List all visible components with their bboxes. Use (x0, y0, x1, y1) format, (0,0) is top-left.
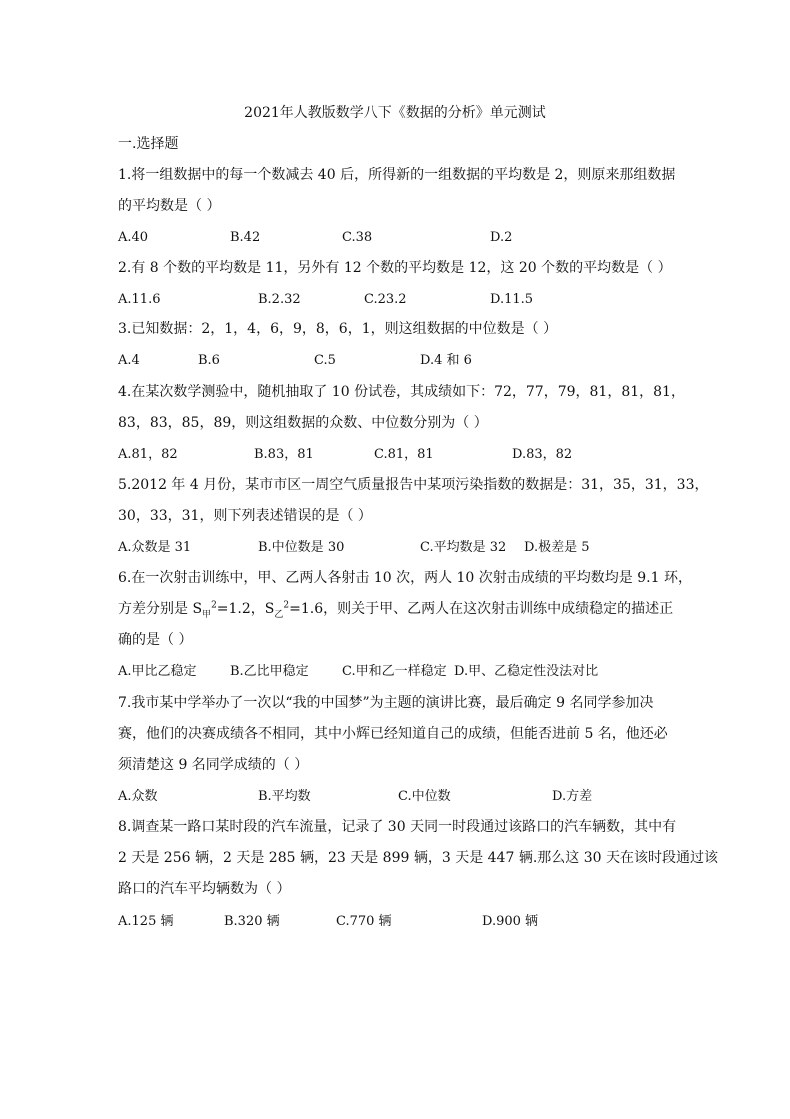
question-text-line: 2.有 8 个数的平均数是 11，另外有 12 个数的平均数是 12，这 20 个数的平均数是（ ） (118, 260, 672, 276)
option-b: B.平均数 (258, 789, 311, 804)
options-q3 (118, 351, 698, 371)
option-c: C.中位数 (398, 789, 451, 804)
document-title: 2021年人教版数学八下《数据的分析》单元测试 (244, 105, 546, 121)
question-text-line: 方差分别是 $S_甲^2=1.2$，$S_乙^2=1.6$，则关于甲、乙两人在这次射击训练中成绩稳定的描述正 (118, 600, 674, 620)
options-q2 (118, 290, 698, 310)
option-c: C.81，81 (374, 447, 434, 462)
option-d: D.900 辆 (482, 914, 539, 929)
question-text-line: 须清楚这 9 名同学成绩的（ ） (118, 757, 309, 773)
question-3 (118, 314, 678, 345)
option-b: B.乙比甲稳定 (230, 664, 309, 679)
subscript-yi: 乙 (274, 609, 284, 620)
option-a: A.4 (118, 353, 140, 368)
option-d: D.11.5 (490, 292, 534, 307)
option-c: C.38 (342, 230, 373, 245)
question-text-line: 2 天是 256 辆，2 天是 285 辆，23 天是 899 辆，3 天是 447 辆.那么这 30 天在该时段通过该 (118, 850, 718, 866)
question-text-line: 1.将一组数据中的每一个数减去 40 后，所得新的一组数据的平均数是 2，则原来那组数据 (118, 167, 676, 183)
question-text-line: 83，83，85，89，则这组数据的众数、中位数分别为（ ） (118, 415, 488, 431)
option-a: A.81，82 (118, 447, 178, 462)
option-b: B.83，81 (254, 447, 314, 462)
option-a: A.众数是 31 (118, 540, 192, 555)
question-text-line: 赛，他们的决赛成绩各不相同，其中小辉已经知道自己的成绩，但能否进前 5 名，他还必 (118, 726, 668, 742)
option-b: B.6 (198, 353, 220, 368)
option-d: D.方差 (552, 789, 593, 804)
question-6 (118, 563, 692, 656)
option-d: D.4 和 6 (420, 353, 472, 368)
question-text-line: 5.2012 年 4 月份，某市市区一周空气质量报告中某项污染指数的数据是：31，35，31，33， (118, 477, 709, 493)
question-8 (118, 812, 718, 905)
option-c: C.770 辆 (336, 914, 392, 929)
option-c: C.甲和乙一样稳定 (342, 664, 447, 679)
option-c: C.5 (314, 353, 336, 368)
question-text-line: 7.我市某中学举办了一次以“我的中国梦”为主题的演讲比赛，最后确定 9 名同学参加决 (118, 695, 654, 711)
question-text-line: 3.已知数据：2，1，4，6，9，8，6，1，则这组数据的中位数是（ ） (118, 321, 558, 337)
question-text-line: 4.在某次数学测验中，随机抽取了 10 份试卷，其成绩如下：72，77，79，81，81，81， (118, 384, 685, 400)
question-2 (118, 253, 678, 284)
options-q8 (118, 912, 698, 932)
option-a: A.甲比乙稳定 (118, 664, 197, 679)
options-q6 (118, 662, 698, 682)
option-d: D.甲、乙稳定性没法对比 (454, 664, 599, 679)
option-d: D.2 (490, 230, 513, 245)
question-text-line: 8.调查某一路口某时段的汽车流量，记录了 30 天同一时段通过该路口的汽车辆数，其中有 (118, 819, 677, 835)
question-1 (118, 160, 678, 222)
option-b: B.中位数是 30 (258, 540, 345, 555)
option-a: A.众数 (118, 789, 158, 804)
question-text-line: 6.在一次射击训练中，甲、乙两人各射击 10 次，两人 10 次射击成绩的平均数均是 9.1 环， (118, 570, 692, 586)
options-q1 (118, 228, 698, 248)
question-text-line: 路口的汽车平均辆数为（ ） (118, 881, 291, 897)
options-q4 (118, 445, 698, 465)
option-a: A.125 辆 (118, 914, 174, 929)
question-5 (118, 470, 709, 532)
section-heading: 一.选择题 (118, 136, 179, 152)
question-text-line: 的平均数是（ ） (118, 198, 221, 214)
option-b: B.2.32 (258, 292, 301, 307)
option-d: D.83，82 (512, 447, 573, 462)
option-c: C.23.2 (364, 292, 407, 307)
superscript-2: 2 (283, 600, 290, 611)
options-q5 (118, 538, 698, 558)
superscript-2: 2 (211, 600, 217, 611)
option-c: C.平均数是 32 (420, 540, 507, 555)
option-d: D.极差是 5 (524, 540, 590, 555)
option-a: A.40 (118, 230, 149, 245)
question-7 (118, 688, 678, 781)
question-4 (118, 377, 685, 439)
option-b: B.320 辆 (224, 914, 280, 929)
subscript-jia: 甲 (202, 609, 212, 620)
question-text-line: 确的是（ ） (118, 632, 193, 648)
option-a: A.11.6 (118, 292, 161, 307)
option-b: B.42 (230, 230, 261, 245)
options-q7 (118, 787, 698, 807)
question-text-line: 30，33，31，则下列表述错误的是（ ） (118, 508, 372, 524)
